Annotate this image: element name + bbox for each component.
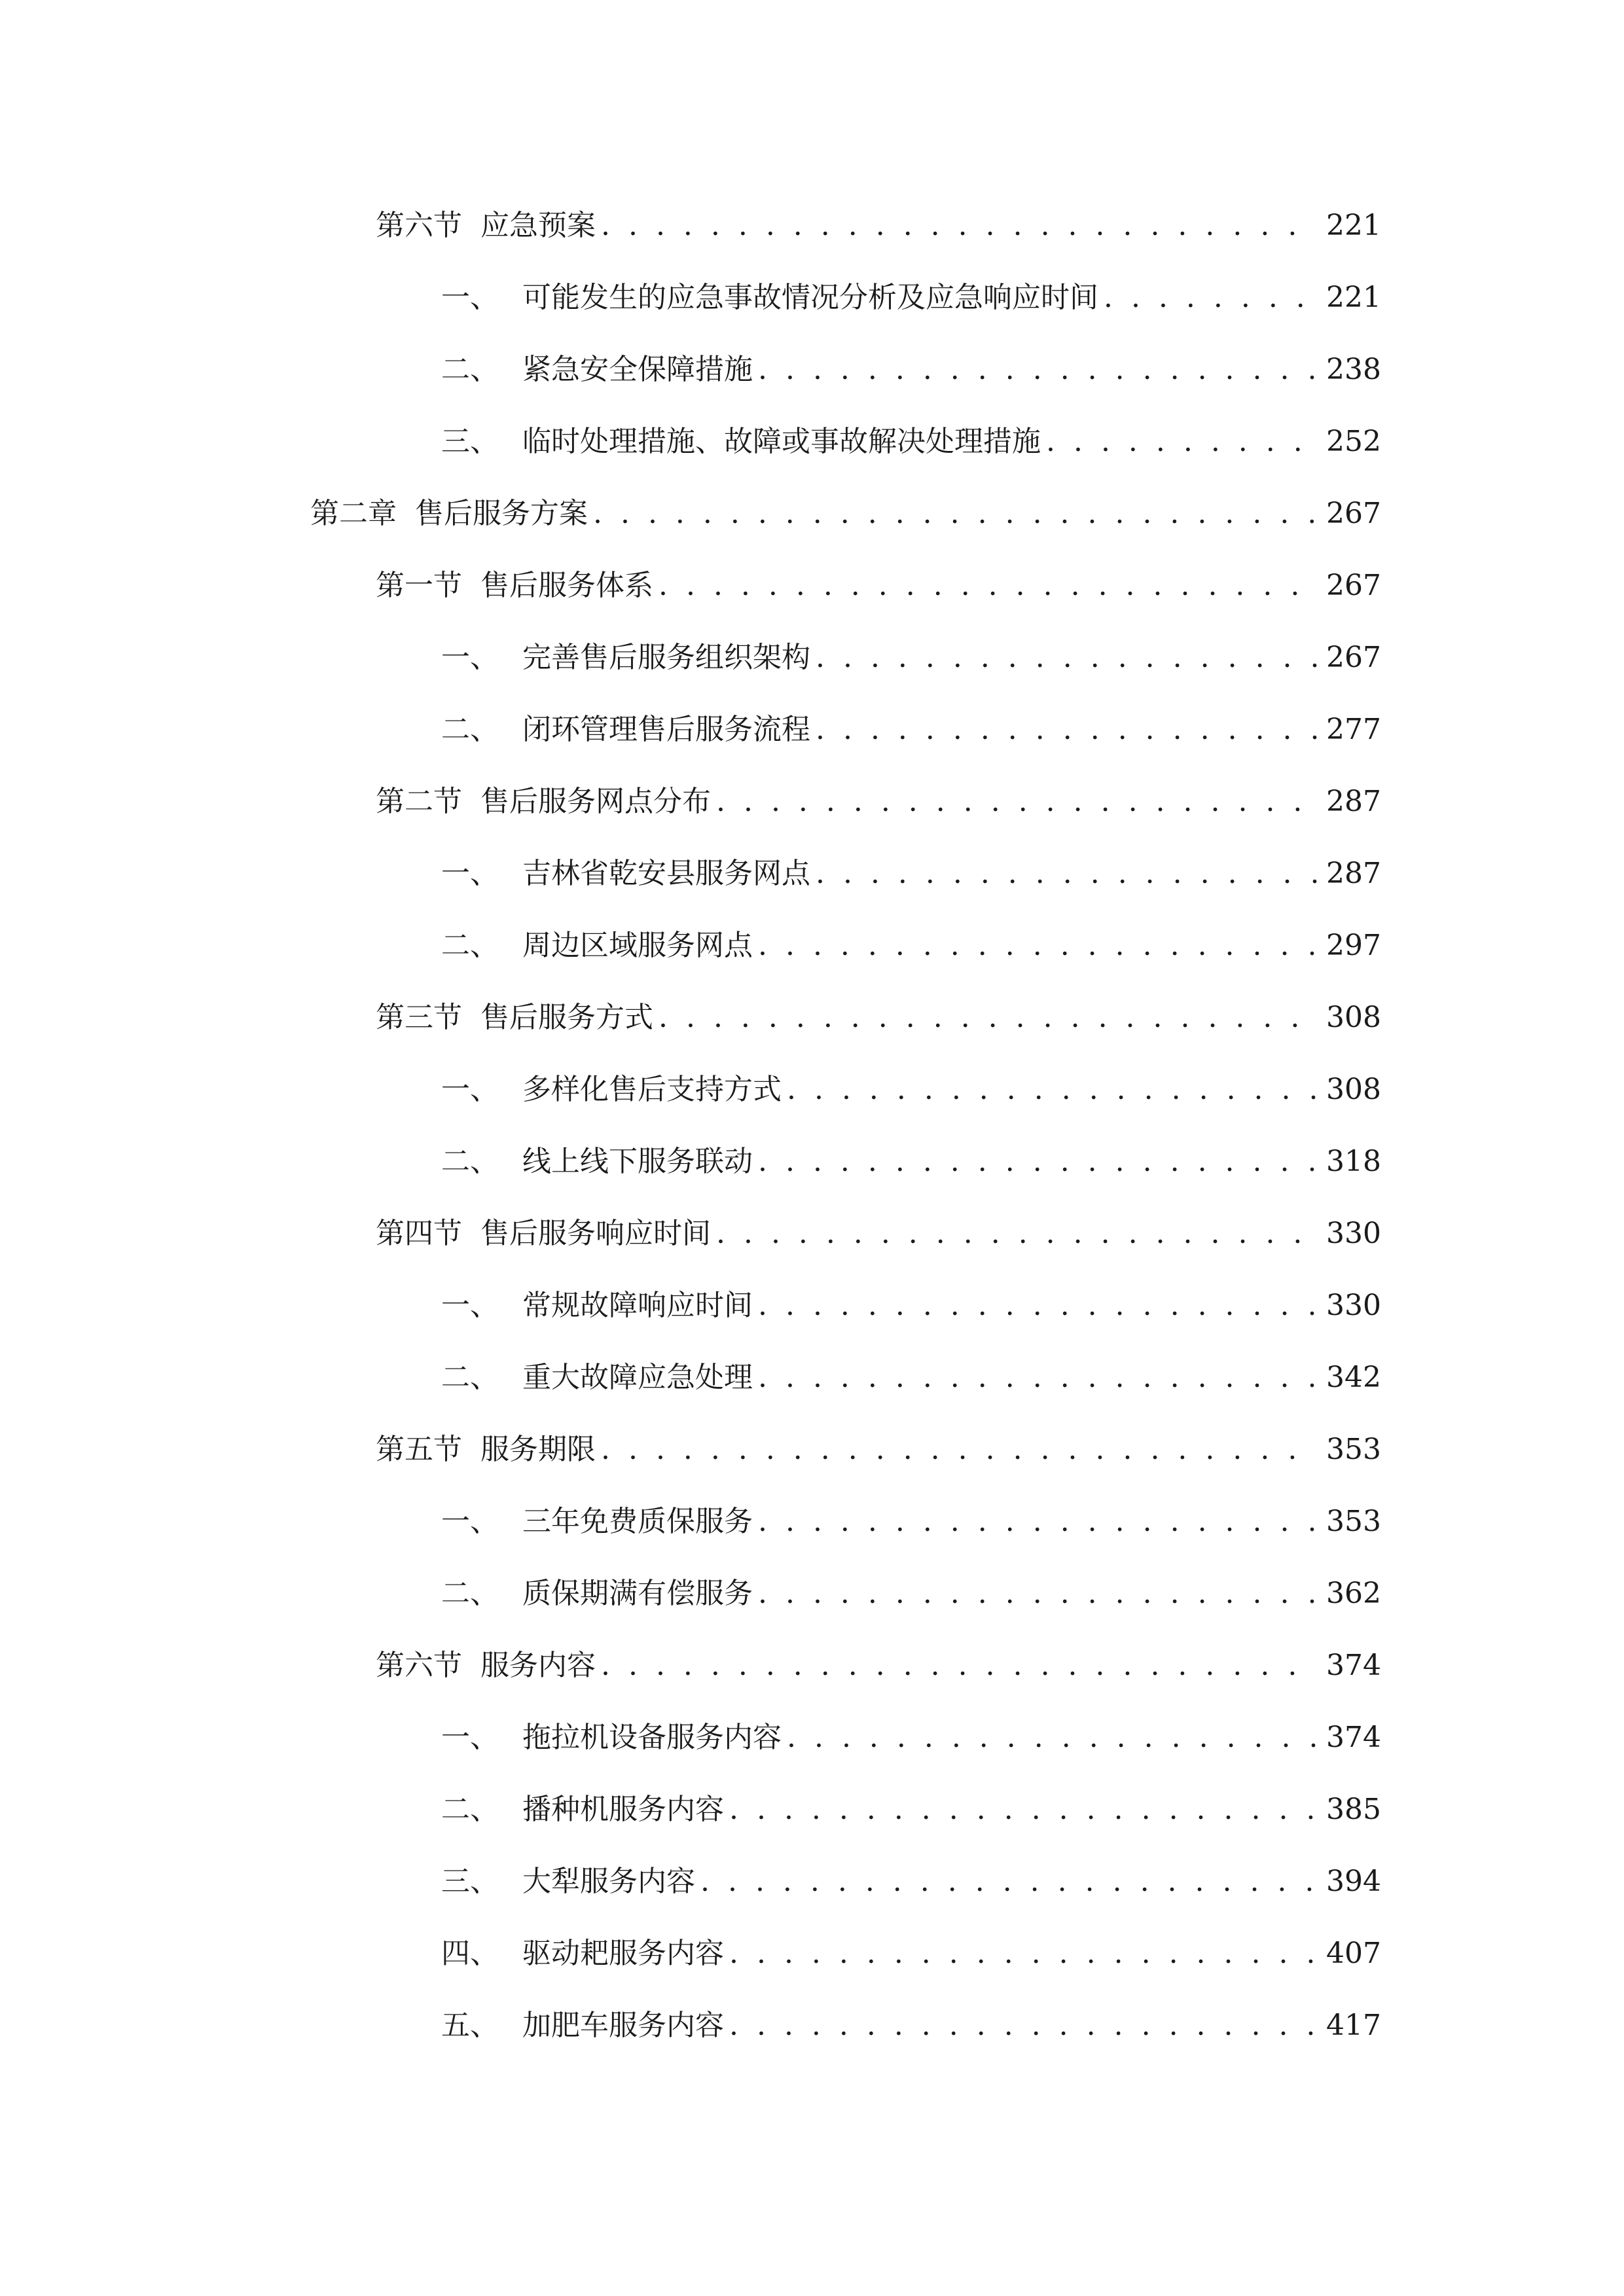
toc-entry-title: 服务内容: [480, 1649, 596, 1682]
toc-entry-title: 驱动耙服务内容: [522, 1937, 724, 1970]
toc-entry-title: 售后服务方案: [415, 497, 588, 530]
dot-leader: [653, 560, 1317, 612]
toc-entry-page: 221: [1326, 281, 1381, 314]
toc-entry[interactable]: [441, 1856, 1381, 1908]
toc-entry-label: 第六节: [376, 209, 462, 242]
toc-entry[interactable]: [441, 632, 1381, 684]
dot-leader: [588, 488, 1317, 540]
toc-entry-label: 三、: [441, 1865, 499, 1898]
toc-entry-title: 服务期限: [480, 1433, 596, 1466]
dot-leader: [810, 704, 1317, 756]
toc-entry-title: 吉林省乾安县服务网点: [522, 857, 810, 890]
toc-entry-title: 常规故障响应时间: [522, 1289, 753, 1322]
toc-entry-label: 一、: [441, 1505, 499, 1538]
toc-entry-page: 407: [1326, 1937, 1381, 1970]
dot-leader: [753, 1136, 1317, 1188]
dot-leader: [810, 632, 1317, 684]
dot-leader: [753, 344, 1317, 396]
toc-entry-page: 353: [1326, 1433, 1381, 1466]
toc-entry-page: 342: [1326, 1361, 1381, 1394]
toc-entry-page: 252: [1326, 425, 1381, 458]
toc-entry-chapter[interactable]: [310, 488, 1381, 540]
toc-entry[interactable]: [441, 1712, 1381, 1764]
dot-leader: [711, 776, 1317, 828]
toc-entry[interactable]: [376, 1640, 1381, 1692]
dot-leader: [596, 1424, 1317, 1476]
toc-entry-label: 第五节: [376, 1433, 462, 1466]
toc-entry-title: 线上线下服务联动: [522, 1145, 753, 1178]
toc-entry-label: 一、: [441, 281, 499, 314]
toc-entry-label: 第四节: [376, 1217, 462, 1250]
toc-entry-page: 394: [1326, 1865, 1381, 1898]
toc-entry-label: 二、: [441, 929, 499, 962]
toc-entry-label: 二、: [441, 1361, 499, 1394]
toc-entry-label: 一、: [441, 1289, 499, 1322]
toc-entry-title: 重大故障应急处理: [522, 1361, 753, 1394]
dot-leader: [782, 1712, 1317, 1764]
toc-entry[interactable]: [376, 992, 1381, 1044]
toc-entry[interactable]: [376, 200, 1381, 252]
dot-leader: [753, 1568, 1317, 1620]
toc-entry-label: 第一节: [376, 569, 462, 602]
toc-entry[interactable]: [441, 704, 1381, 756]
toc-entry[interactable]: [441, 416, 1381, 468]
dot-leader: [753, 920, 1317, 972]
toc-entry-page: 308: [1326, 1073, 1381, 1106]
toc-entry-page: 330: [1326, 1289, 1381, 1322]
dot-leader: [724, 1784, 1317, 1836]
toc-entry[interactable]: [376, 776, 1381, 828]
toc-entry-label: 四、: [441, 1937, 499, 1970]
toc-entry-page: 353: [1326, 1505, 1381, 1538]
toc-entry-title: 大犁服务内容: [522, 1865, 695, 1898]
dot-leader: [724, 1928, 1317, 1980]
toc-entry-page: 287: [1326, 857, 1381, 890]
toc-entry-page: 277: [1326, 713, 1381, 746]
toc-entry-page: 374: [1326, 1721, 1381, 1754]
toc-entry-label: 三、: [441, 425, 499, 458]
toc-entry-title: 质保期满有偿服务: [522, 1577, 753, 1610]
toc-entry-title: 周边区域服务网点: [522, 929, 753, 962]
dot-leader: [810, 848, 1317, 900]
toc-entry[interactable]: [441, 2000, 1381, 2052]
dot-leader: [596, 1640, 1317, 1692]
toc-entry-label: 一、: [441, 857, 499, 890]
dot-leader: [1041, 416, 1317, 468]
toc-entry[interactable]: [441, 1928, 1381, 1980]
toc-entry-title: 售后服务体系: [480, 569, 653, 602]
toc-entry-page: 287: [1326, 785, 1381, 818]
toc-entry[interactable]: [441, 1064, 1381, 1116]
toc-entry-page: 267: [1326, 569, 1381, 602]
toc-entry-title: 应急预案: [480, 209, 596, 242]
dot-leader: [782, 1064, 1317, 1116]
dot-leader: [1098, 272, 1317, 324]
toc-entry[interactable]: [441, 848, 1381, 900]
toc-entry-label: 第六节: [376, 1649, 462, 1682]
toc-entry-title: 完善售后服务组织架构: [522, 641, 810, 674]
toc-entry-page: 417: [1326, 2009, 1381, 2042]
toc-entry-page: 238: [1326, 353, 1381, 386]
toc-entry-title: 多样化售后支持方式: [522, 1073, 782, 1106]
dot-leader: [695, 1856, 1317, 1908]
dot-leader: [753, 1352, 1317, 1404]
toc-entry-title: 闭环管理售后服务流程: [522, 713, 810, 746]
toc-entry-label: 二、: [441, 1577, 499, 1610]
toc-entry-title: 三年免费质保服务: [522, 1505, 753, 1538]
toc-entry-title: 紧急安全保障措施: [522, 353, 753, 386]
toc-entry-page: 374: [1326, 1649, 1381, 1682]
toc-entry-page: 330: [1326, 1217, 1381, 1250]
toc-entry-page: 267: [1326, 497, 1381, 530]
toc-entry-label: 一、: [441, 1721, 499, 1754]
toc-entry-page: 308: [1326, 1001, 1381, 1034]
toc-entry-title: 拖拉机设备服务内容: [522, 1721, 782, 1754]
toc-entry[interactable]: [376, 1208, 1381, 1260]
toc-entry-label: 五、: [441, 2009, 499, 2042]
toc-entry-title: 播种机服务内容: [522, 1793, 724, 1826]
toc-entry-title: 加肥车服务内容: [522, 2009, 724, 2042]
toc-entry-label: 二、: [441, 713, 499, 746]
toc-entry-page: 267: [1326, 641, 1381, 674]
toc-entry-title: 售后服务方式: [480, 1001, 653, 1034]
toc-entry-title: 临时处理措施、故障或事故解决处理措施: [522, 425, 1041, 458]
toc-entry[interactable]: [441, 1136, 1381, 1188]
toc-entry-page: 221: [1326, 209, 1381, 242]
toc-entry-label: 第三节: [376, 1001, 462, 1034]
toc-entry-title: 售后服务响应时间: [480, 1217, 711, 1250]
toc-entry[interactable]: [441, 1496, 1381, 1548]
toc-entry-label: 二、: [441, 1145, 499, 1178]
toc-entry[interactable]: [441, 1280, 1381, 1332]
toc-entry[interactable]: [441, 272, 1381, 324]
toc-entry-label: 二、: [441, 353, 499, 386]
toc-entry-label: 第二章: [310, 497, 397, 530]
toc-entry-page: 318: [1326, 1145, 1381, 1178]
toc-entry[interactable]: [441, 344, 1381, 396]
toc-entry[interactable]: [441, 1784, 1381, 1836]
toc-entry[interactable]: [376, 1424, 1381, 1476]
dot-leader: [724, 2000, 1317, 2052]
toc-entry-page: 385: [1326, 1793, 1381, 1826]
toc-entry[interactable]: [441, 1352, 1381, 1404]
toc-entry-label: 一、: [441, 1073, 499, 1106]
dot-leader: [653, 992, 1317, 1044]
toc-entry[interactable]: [441, 920, 1381, 972]
toc-entry-title: 售后服务网点分布: [480, 785, 711, 818]
toc-entry-page: 362: [1326, 1577, 1381, 1610]
dot-leader: [753, 1496, 1317, 1548]
dot-leader: [753, 1280, 1317, 1332]
toc-entry-title: 可能发生的应急事故情况分析及应急响应时间: [522, 281, 1098, 314]
toc-entry-page: 297: [1326, 929, 1381, 962]
dot-leader: [596, 200, 1317, 252]
toc-entry[interactable]: [441, 1568, 1381, 1620]
toc-entry-label: 一、: [441, 641, 499, 674]
toc-entry[interactable]: [376, 560, 1381, 612]
toc-entry-label: 第二节: [376, 785, 462, 818]
dot-leader: [711, 1208, 1317, 1260]
toc-entry-label: 二、: [441, 1793, 499, 1826]
